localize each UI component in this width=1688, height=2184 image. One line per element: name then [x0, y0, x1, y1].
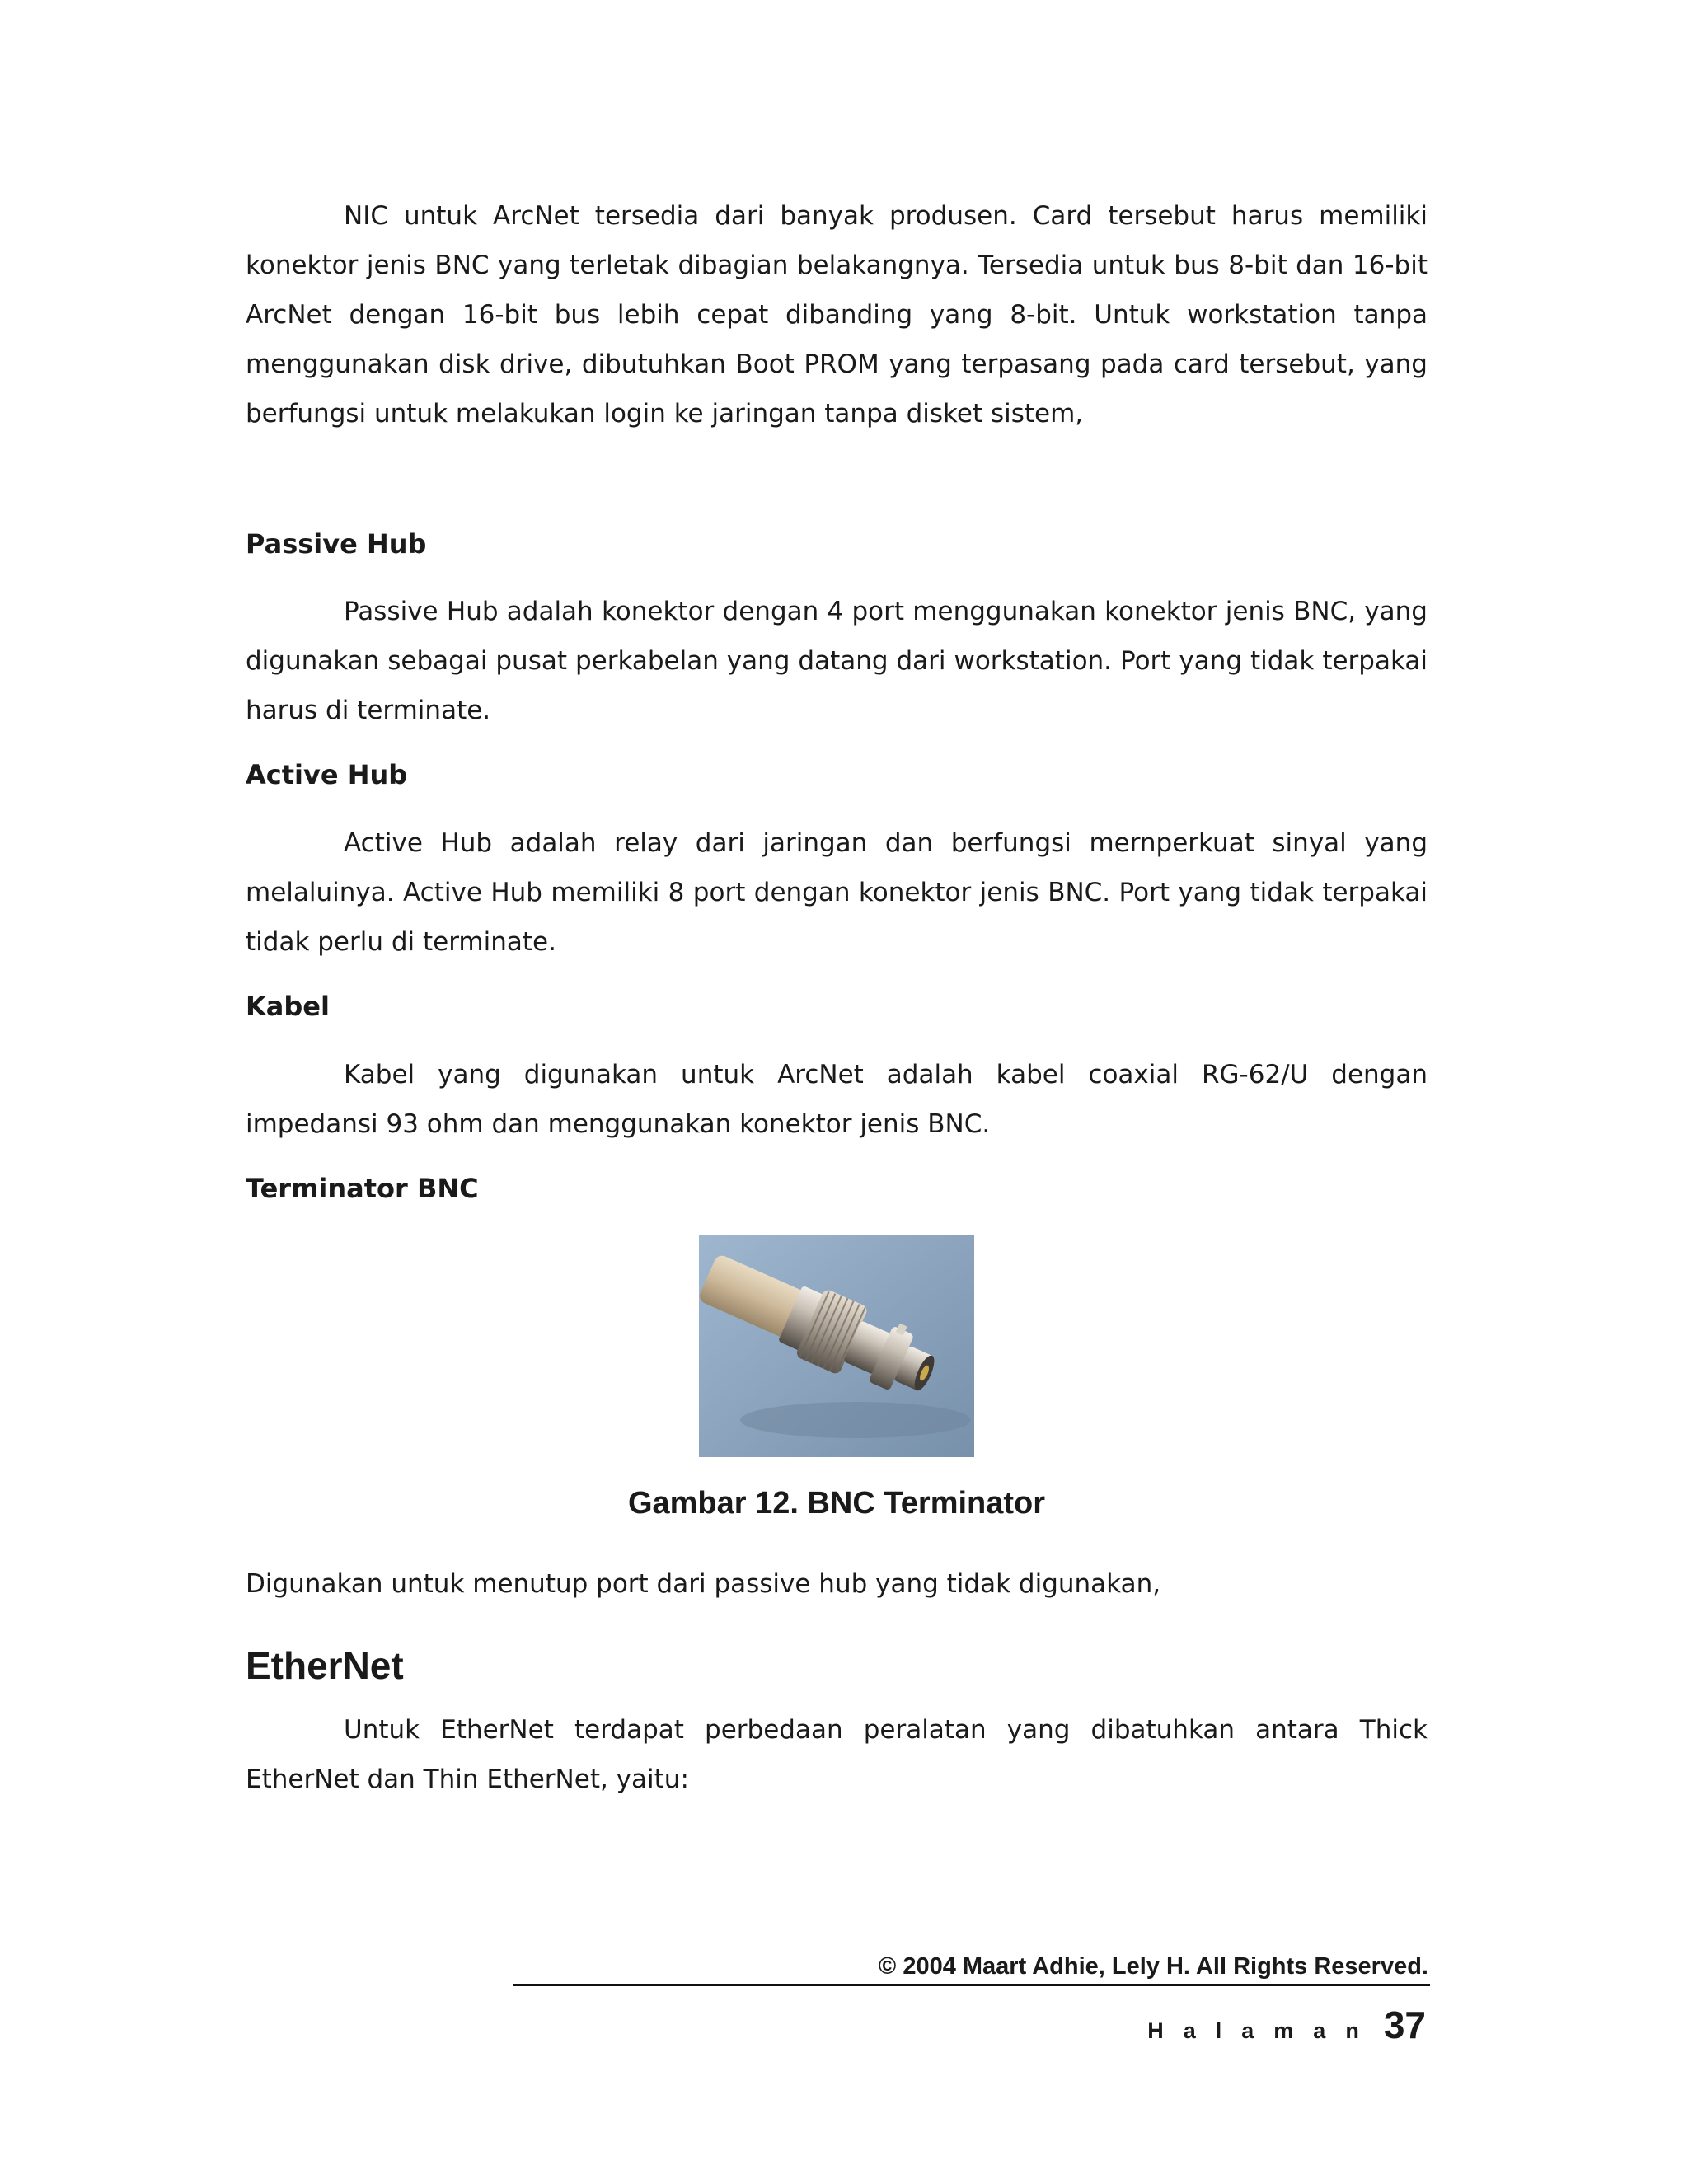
bnc-terminator-photo: [699, 1235, 974, 1457]
paragraph-ethernet: Untuk EtherNet terdapat perbedaan peralatan yang dibatuhkan antara Thick EtherNet dan Thin EtherNet, yaitu:: [246, 1715, 1428, 1794]
footer-copyright: © 2004 Maart Adhie, Lely H. All Rights Reserved.: [878, 1953, 1428, 1980]
heading-kabel: Kabel: [246, 991, 330, 1022]
footer-page-indicator: [1147, 2003, 1426, 2047]
paragraph-active-hub: Active Hub adalah relay dari jaringan dan berfungsi mernperkuat sinyal yang melaluinya. Active Hub memiliki 8 port dengan konektor jenis BNC. Port yang tidak terpakai tidak perlu di terminate.: [246, 828, 1428, 957]
heading-terminator-bnc: Terminator BNC: [246, 1173, 479, 1204]
bnc-terminator-illustration: [699, 1235, 974, 1457]
paragraph-kabel: Kabel yang digunakan untuk ArcNet adalah kabel coaxial RG-62/U dengan impedansi 93 ohm dan menggunakan konektor jenis BNC.: [246, 1060, 1428, 1139]
heading-active-hub: Active Hub: [246, 759, 408, 790]
paragraph-terminator-use: Digunakan untuk menutup port dari passive hub yang tidak digunakan,: [246, 1569, 1161, 1599]
footer-divider: [513, 1984, 1430, 1986]
paragraph-nic: NIC untuk ArcNet tersedia dari banyak produsen. Card tersebut harus memiliki konektor jenis BNC yang terletak dibagian belakangnya. Tersedia untuk bus 8-bit dan 16-bit ArcNet dengan 16-bit bus lebih cepat dibanding yang 8-bit. Untuk workstation tanpa menggunakan disk drive, dibutuhkan Boot PROM yang terpasang pada card tersebut, yang berfungsi untuk melakukan login ke jaringan tanpa disket sistem,: [246, 201, 1428, 429]
paragraph-passive-hub: Passive Hub adalah konektor dengan 4 port menggunakan konektor jenis BNC, yang digunakan sebagai pusat perkabelan yang datang dari workstation. Port yang tidak terpakai harus di terminate.: [246, 597, 1428, 725]
heading-ethernet: EtherNet: [246, 1644, 404, 1687]
figure-caption: Gambar 12. BNC Terminator: [627, 1486, 1046, 1521]
heading-passive-hub: Passive Hub: [246, 528, 427, 560]
footer-page-number: 37: [1383, 2004, 1426, 2046]
footer-page-label: Halaman: [1147, 2018, 1379, 2043]
